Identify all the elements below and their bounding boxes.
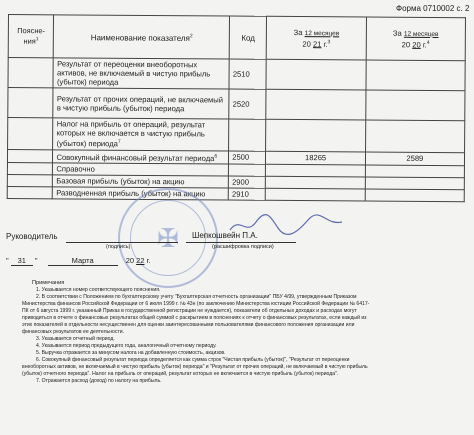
footnote-line: 7. Отражается расход (доход) по налогу на прибыль. [36,378,162,384]
name-caption: (расшифровка подписи) [212,244,274,250]
footnote-line: 3. Указывается отчетный период. [36,336,115,342]
row-value-previous [365,189,464,202]
table-row [8,88,465,121]
date-year-suffix: г. [146,256,151,265]
row-value-previous: 2589 [365,152,464,166]
footnote-line: финансовых результатов ее деятельности. [22,329,124,335]
header-current-period [267,16,367,60]
header-indicator-sup: 2 [189,32,193,39]
header-indicator-label: Наименование показателя [90,32,190,43]
header-notes-sup: 1 [35,36,39,43]
footnotes-title: Примечания [32,280,65,286]
date-month: Марта [48,256,118,266]
signature-title: Руководитель [6,232,58,241]
signature-date [6,256,151,266]
signatory-name: Шепкошвейн П.А. [192,231,258,240]
header-previous-period [366,17,466,61]
table-row [8,58,465,91]
row-value-previous [365,177,464,190]
row-value-current: 18265 [266,151,365,165]
current-period-year-suffix: г. [323,39,328,49]
row-name: Базовая прибыль (убыток) на акцию [53,175,229,188]
footnote-line: этих показателей в отдельности несущественен для оценки заинтересованными пользователями финансового положения организации или [22,322,355,328]
current-period-sup: 3 [327,38,331,45]
financial-results-table [7,14,466,202]
row-value-current [266,164,365,177]
row-name: Совокупный финансовый результат периода [56,152,215,163]
row-name: Результат от прочих операций, не включаемый в чистую прибыль (убыток) периода [53,88,229,119]
row-code: 2500 [229,151,266,165]
row-name: Налог на прибыль от операций, результат которых не включается в чистую прибыль (убыток) периода [56,119,206,149]
current-period-year: 21 [312,39,322,49]
footnote-line: 4. Указывается период предыдущего года, аналогичный отчетному периоду. [36,343,217,349]
row-code: 2900 [229,176,266,188]
row-note-cell [7,187,53,199]
previous-period-year: 20 [412,40,421,50]
footnote-line: 5. Выручка отражается за минусом налога на добавленную стоимость, акцизов. [36,350,226,356]
row-value-previous [365,165,464,178]
row-name-cell [53,118,229,151]
row-name: Результат от переоценки внеоборотных активов, не включаемый в чистую прибыль (убыток) периода [53,58,229,89]
seal-emblem-icon: ✠ [157,223,179,253]
previous-period-prefix: За [392,28,402,38]
header-indicator-name [54,15,230,59]
previous-period-year-suffix: г. [422,40,427,50]
row-code [229,164,266,176]
current-period-prefix: За [293,27,303,37]
row-code [229,119,266,151]
row-name-sup: 6 [214,152,218,159]
header-notes [8,15,54,58]
form-code: Форма 0710002 с. 2 [396,4,470,13]
table-row [7,187,464,202]
row-value-current [266,89,365,120]
row-note-cell [7,149,53,163]
row-note-cell [7,163,53,175]
header-code: Код [229,16,267,59]
previous-period-year-pre: 20 [401,40,411,50]
current-period-year-pre: 20 [302,39,311,49]
row-value-previous [365,120,464,152]
row-name: Справочно [53,163,229,176]
row-value-current [266,176,365,189]
date-year: 22 [136,256,145,265]
footnote-line: 1. Указывается номер соответствующего пояснения. [36,287,161,293]
row-value-previous [366,60,465,91]
row-note-cell [8,88,54,118]
row-code: 2510 [229,59,266,89]
date-year-pre: 20 [125,256,135,265]
current-period-months: 12 месяцев [304,29,340,38]
footnote-line: (убыток) отчетного периода". Налог на прибыль от операций, результат которых не включается в чистую прибыль (убыток) периода". [22,371,339,377]
previous-period-months: 12 месяцев [403,30,439,38]
footnote-line: внеоборотных активов, не включаемый в чистую прибыль (убыток) периода" и "Результат от прочих операций, не включаемый в чистую прибыль [22,364,368,370]
row-code: 2910 [228,188,265,200]
footnote-line: 6. Совокупный финансовый результат периода определяется как сумма строк "Чистая прибыль (убыток)", "Результат от переоценки [36,357,350,363]
row-name-cell [53,149,229,164]
footnote-line: Министерства финансов Российской Федерации от 6 июля 1999 г. № 43н (по заключению Министерства юстиции Российской Федерации № 6417- [22,301,370,307]
previous-period-sup: 4 [426,39,430,46]
signature-line [66,242,178,243]
row-note-cell [8,58,54,88]
signature-caption: (подпись) [106,244,131,250]
footnote-line: 2. В соответствии с Положением по бухгалтерскому учету "Бухгалтерская отчетность организации" ПБУ 4/99, утвержденным Приказом [36,294,357,300]
row-note-cell [7,175,53,187]
row-value-current [266,119,365,151]
row-value-previous [365,90,464,121]
table-row [8,118,465,153]
header-notes-label: Поясне-ния [17,26,46,46]
table-header-row [8,15,465,61]
footnotes [22,280,470,385]
row-note-cell [8,118,54,150]
date-quote-open: " [6,256,9,265]
row-name-sup: 7 [117,138,121,145]
row-value-current [266,59,365,90]
footnote-line: ПК от 6 августа 1999 г. указанный Приказ в государственной регистрации не нуждается), показатели об отдельных доходах и расходах могут [22,308,357,314]
row-name: Разводненная прибыль (убыток) на акцию [53,187,229,200]
date-quote-close: " [34,256,38,265]
name-line [186,242,296,243]
footnote-line: приводиться в отчете о финансовых результатах общей суммой с раскрытием в пояснениях к отчету о финансовых результатах, если каждый из [22,315,367,321]
handwritten-signature [226,212,346,238]
date-day: 31 [11,256,33,266]
row-code: 2520 [229,89,266,119]
row-value-current [266,188,365,201]
